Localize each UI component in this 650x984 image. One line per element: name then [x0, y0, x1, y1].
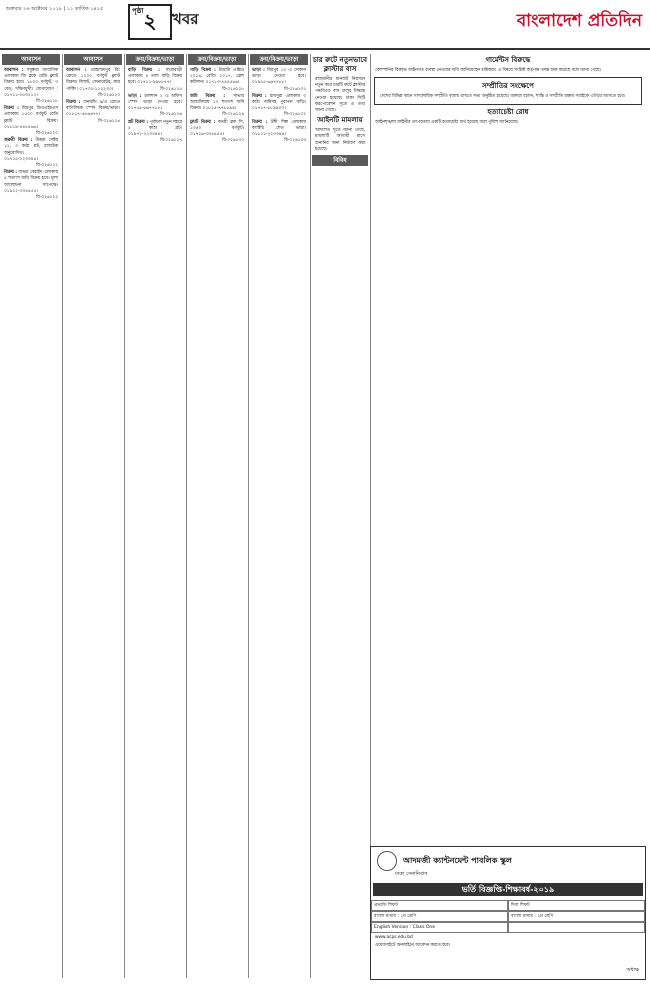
story-body: আইনশৃঙ্খলা বাহিনীর তৎপরতায় একটি হত্যাচেষ্টা ব্যর্থ হয়েছে বলে পুলিশ জানিয়েছে।: [375, 120, 519, 126]
admission-banner: ভর্তি বিজ্ঞপ্তি-শিক্ষাবর্ষ-২০১৯: [373, 883, 643, 896]
column-divider: [248, 54, 249, 978]
classified-ad: জরুরী বিক্রয় : উত্তরা সেক্টর ১১, ৩ কাঠা প্লট, রাজউক অনুমোদিত। ০১৭১৫-২২৩৩৪৪। বি-০২৬১২১: [4, 138, 58, 169]
header-rule: [0, 48, 650, 50]
column-divider: [186, 54, 187, 978]
school-note: ওয়েবসাইটে অনলাইনে আবেদন করতে হবে।: [375, 943, 451, 948]
school-name: আদমজী ক্যান্টনমেন্ট পাবলিক স্কুল: [403, 855, 512, 865]
story-headline: হত্যাচেষ্টা রোধ: [487, 108, 529, 117]
school-location: ঢাকা সেনানিবাস: [395, 871, 428, 877]
classified-ad: গাড়ি বিক্রয় : টয়োটা এক্সিও ২০১৪, রেজি ২০১৭, ফ্রেশ কন্ডিশন। ০১৭১৩-৪৪৫৫৬৬। বি-০২৬১২৮: [190, 68, 244, 92]
classified-ad: বিক্রয় : টঙ্গী শিল্প এলাকায় ফ্যাক্টরি শেড ভাড়া। ০১৮১১-২২৩৩৪৪। বি-০২৬১৩৩: [252, 119, 306, 144]
story-headline: চার রুটে নতুনভাবে ক্লাস্টার বাস: [312, 56, 368, 73]
classified-ad: ভাড়া : মিরপুর ১০ এ দোকান ভাড়া দেওয়া হবে। ০১৯১৫-৬৬৭৭৮৮। বি-০২৬১৩১: [252, 68, 306, 92]
english-row: English Version : Class One: [371, 922, 645, 933]
story-headline: আইনটি মামলায়: [317, 116, 363, 125]
story-headline: সম্প্রীতির সংক্ষেপে: [482, 82, 534, 91]
classified-ad: ফ্ল্যাট বিক্রয় : বনশ্রী ব্লক সি, ১৩৫০ বর্গফুট। ০১৭২৬-৩৩৪৪৫৫। বি-০২৬১৩০: [190, 119, 244, 144]
classified-ad: জমি বিক্রয় : সাভার আশুলিয়ায় ১০ শতাংশ জমি বিক্রয়। ০১৮১৫-৭৭৮৮৯৯। বি-০২৬১২৯: [190, 93, 244, 118]
news-column-2: [372, 54, 644, 842]
column-heading: ক্রয়/বিক্রয়/ভাড়া: [126, 54, 184, 65]
column-divider: [370, 54, 371, 978]
page-header: [0, 0, 650, 50]
classified-ad: বিক্রয় : বাড্ডা বেরাইদ এলাকায় ৫ শতাংশ জমি বিক্রয় হবে। মূল্য আলোচনা সাপেক্ষে। ০১৯১২-৩৩৪৪৫৫। বি-০২৬১২২: [4, 170, 58, 201]
column-heading: ক্রয়/বিক্রয়/ভাড়া: [250, 54, 308, 65]
section-title: খবর: [172, 10, 199, 28]
shift-row: প্রভাতি শিফট দিবা শিফট: [371, 900, 645, 911]
column-heading: আবাসন: [64, 54, 122, 65]
classified-column-5: [250, 54, 308, 978]
news-column-1: [312, 54, 368, 978]
story-body: দেশের বিভিন্ন স্থানে সাম্প্রদায়িক সম্প্রীতি বজায় রাখতে সভা অনুষ্ঠিত হয়েছে। বক্তারা বলেন, শান্তি ও সম্প্রীতি রক্ষায় সবাইকে এগিয়ে আসতে হবে।: [380, 94, 626, 100]
bibidh-heading: বিবিধ: [312, 155, 368, 166]
classified-column-3: [126, 54, 184, 978]
school-url: www.acps.edu.bd: [375, 935, 413, 940]
classified-column-4: [188, 54, 246, 978]
story-body: কোম্পানির বিরুদ্ধে আইনগত ব্যবস্থা নেওয়ার দাবি জানিয়েছেন শ্রমিকরা। এ বিষয়ে সংশ্লিষ্ট কর্তৃপক্ষ তদন্ত শুরু করেছে বলে জানা গেছে।: [375, 68, 601, 73]
classified-column-1: [2, 54, 60, 978]
classified-ad: আবাসন : বসুন্ধরা আবাসিক এলাকায় জি ব্লকে রেডি ফ্ল্যাট বিক্রয় হবে। ১৮০০ বর্গফুট, ৩ বেড, দক্ষিণমুখী। যোগাযোগ : ০১৭১১-০৫৩২১২। বি-০২৬১১৮: [4, 68, 58, 105]
story-body: রাজধানীর যানজট নিরসনে নতুন করে চারটি রুটে ক্লাস্টার পদ্ধতিতে বাস চালুর সিদ্ধান্ত নেওয়া হয়েছে। ঢাকা সিটি করপোরেশন সূত্রে এ তথ্য জানা গেছে।: [315, 77, 365, 114]
classified-ad: প্লট বিক্রয় : পূর্বাচল নতুন শহরে ৫ কাঠা প্লট। ০১৯৭১-২২৩৩৪৪। বি-০২৬১২৭: [128, 119, 182, 144]
column-divider: [62, 54, 63, 978]
issue-date: শুক্রবার ২৬ অক্টোবর ২০১৮ | ১১ কার্তিক ১৪২৫: [6, 6, 104, 12]
classified-ad: বিক্রয় : ধানমন্ডি ৯/এ রোডে বাণিজ্যিক স্পেস বিক্রয়/ভাড়া। ০১৮১৭-৫৫৬৬৭৭। বি-০২৬১২৪: [66, 100, 120, 124]
school-admission-ad: [370, 846, 646, 980]
page-number-box: [128, 4, 172, 40]
page-prefix: পৃষ্ঠা: [132, 7, 144, 15]
classified-column-2: [64, 54, 122, 978]
column-heading: ক্রয়/বিক্রয়/ভাড়া: [188, 54, 246, 65]
classified-ad: ভাড়া : গুলশান ২ এ অফিস স্পেস ভাড়া দেওয়া হবে। ০১৭৫৫-৬৬৭৭৮৮। বি-০২৬১২৬: [128, 93, 182, 118]
principal-signature: অধ্যক্ষ: [626, 967, 639, 973]
column-divider: [310, 54, 311, 978]
story-body: আদালত সূত্রে জানা গেছে, মামলাটি আগামী মাসে শুনানির জন্য নির্ধারণ করা হয়েছে।: [315, 128, 365, 152]
classified-ad: বাড়ি বিক্রয় : যাত্রাবাড়ী এলাকায় ৪ তলা বাড়ি বিক্রয় হবে। ০১৭১১-৯৯৮৮৭৭। বি-০২৬১২৫: [128, 68, 182, 92]
classified-ad: আবাসন : মোহাম্মদপুর রিং রোডে ১২০০ বর্গফুট ফ্ল্যাট বিক্রয়। লিফট, জেনারেটর, কার পার্কিং। ০১৭৩০-১১২২৩৩। বি-০২৬১২৩: [66, 68, 120, 98]
class-row: বাংলা মাধ্যম : ১ম শ্রেণি বাংলা মাধ্যম : ১ম শ্রেণি: [371, 911, 645, 922]
story-headline: গার্মেন্টস বিরুদ্ধে: [485, 56, 531, 64]
column-heading: আবাসন: [2, 54, 60, 65]
masthead: বাংলাদেশ প্রতিদিন: [516, 11, 642, 31]
school-logo-icon: [377, 851, 397, 871]
column-divider: [124, 54, 125, 978]
classified-ad: বিক্রয় : মিরপুর ডিওএইচএস এলাকায় ১৫০০ বর্গফুট রেডি ফ্ল্যাট বিক্রয়। ০১৮১৯-৪৪৫৫৬৬। বি-০২৬১২০: [4, 106, 58, 137]
page-number: ২: [143, 9, 157, 33]
story-box: [374, 77, 642, 105]
classified-ad: বিক্রয় : রামপুরা এলাকায় ৩ কাঠা জমিসহ পুরাতন বাড়ি। ০১৭১৭-৮৮৯৯০০। বি-০২৬১৩২: [252, 93, 306, 118]
